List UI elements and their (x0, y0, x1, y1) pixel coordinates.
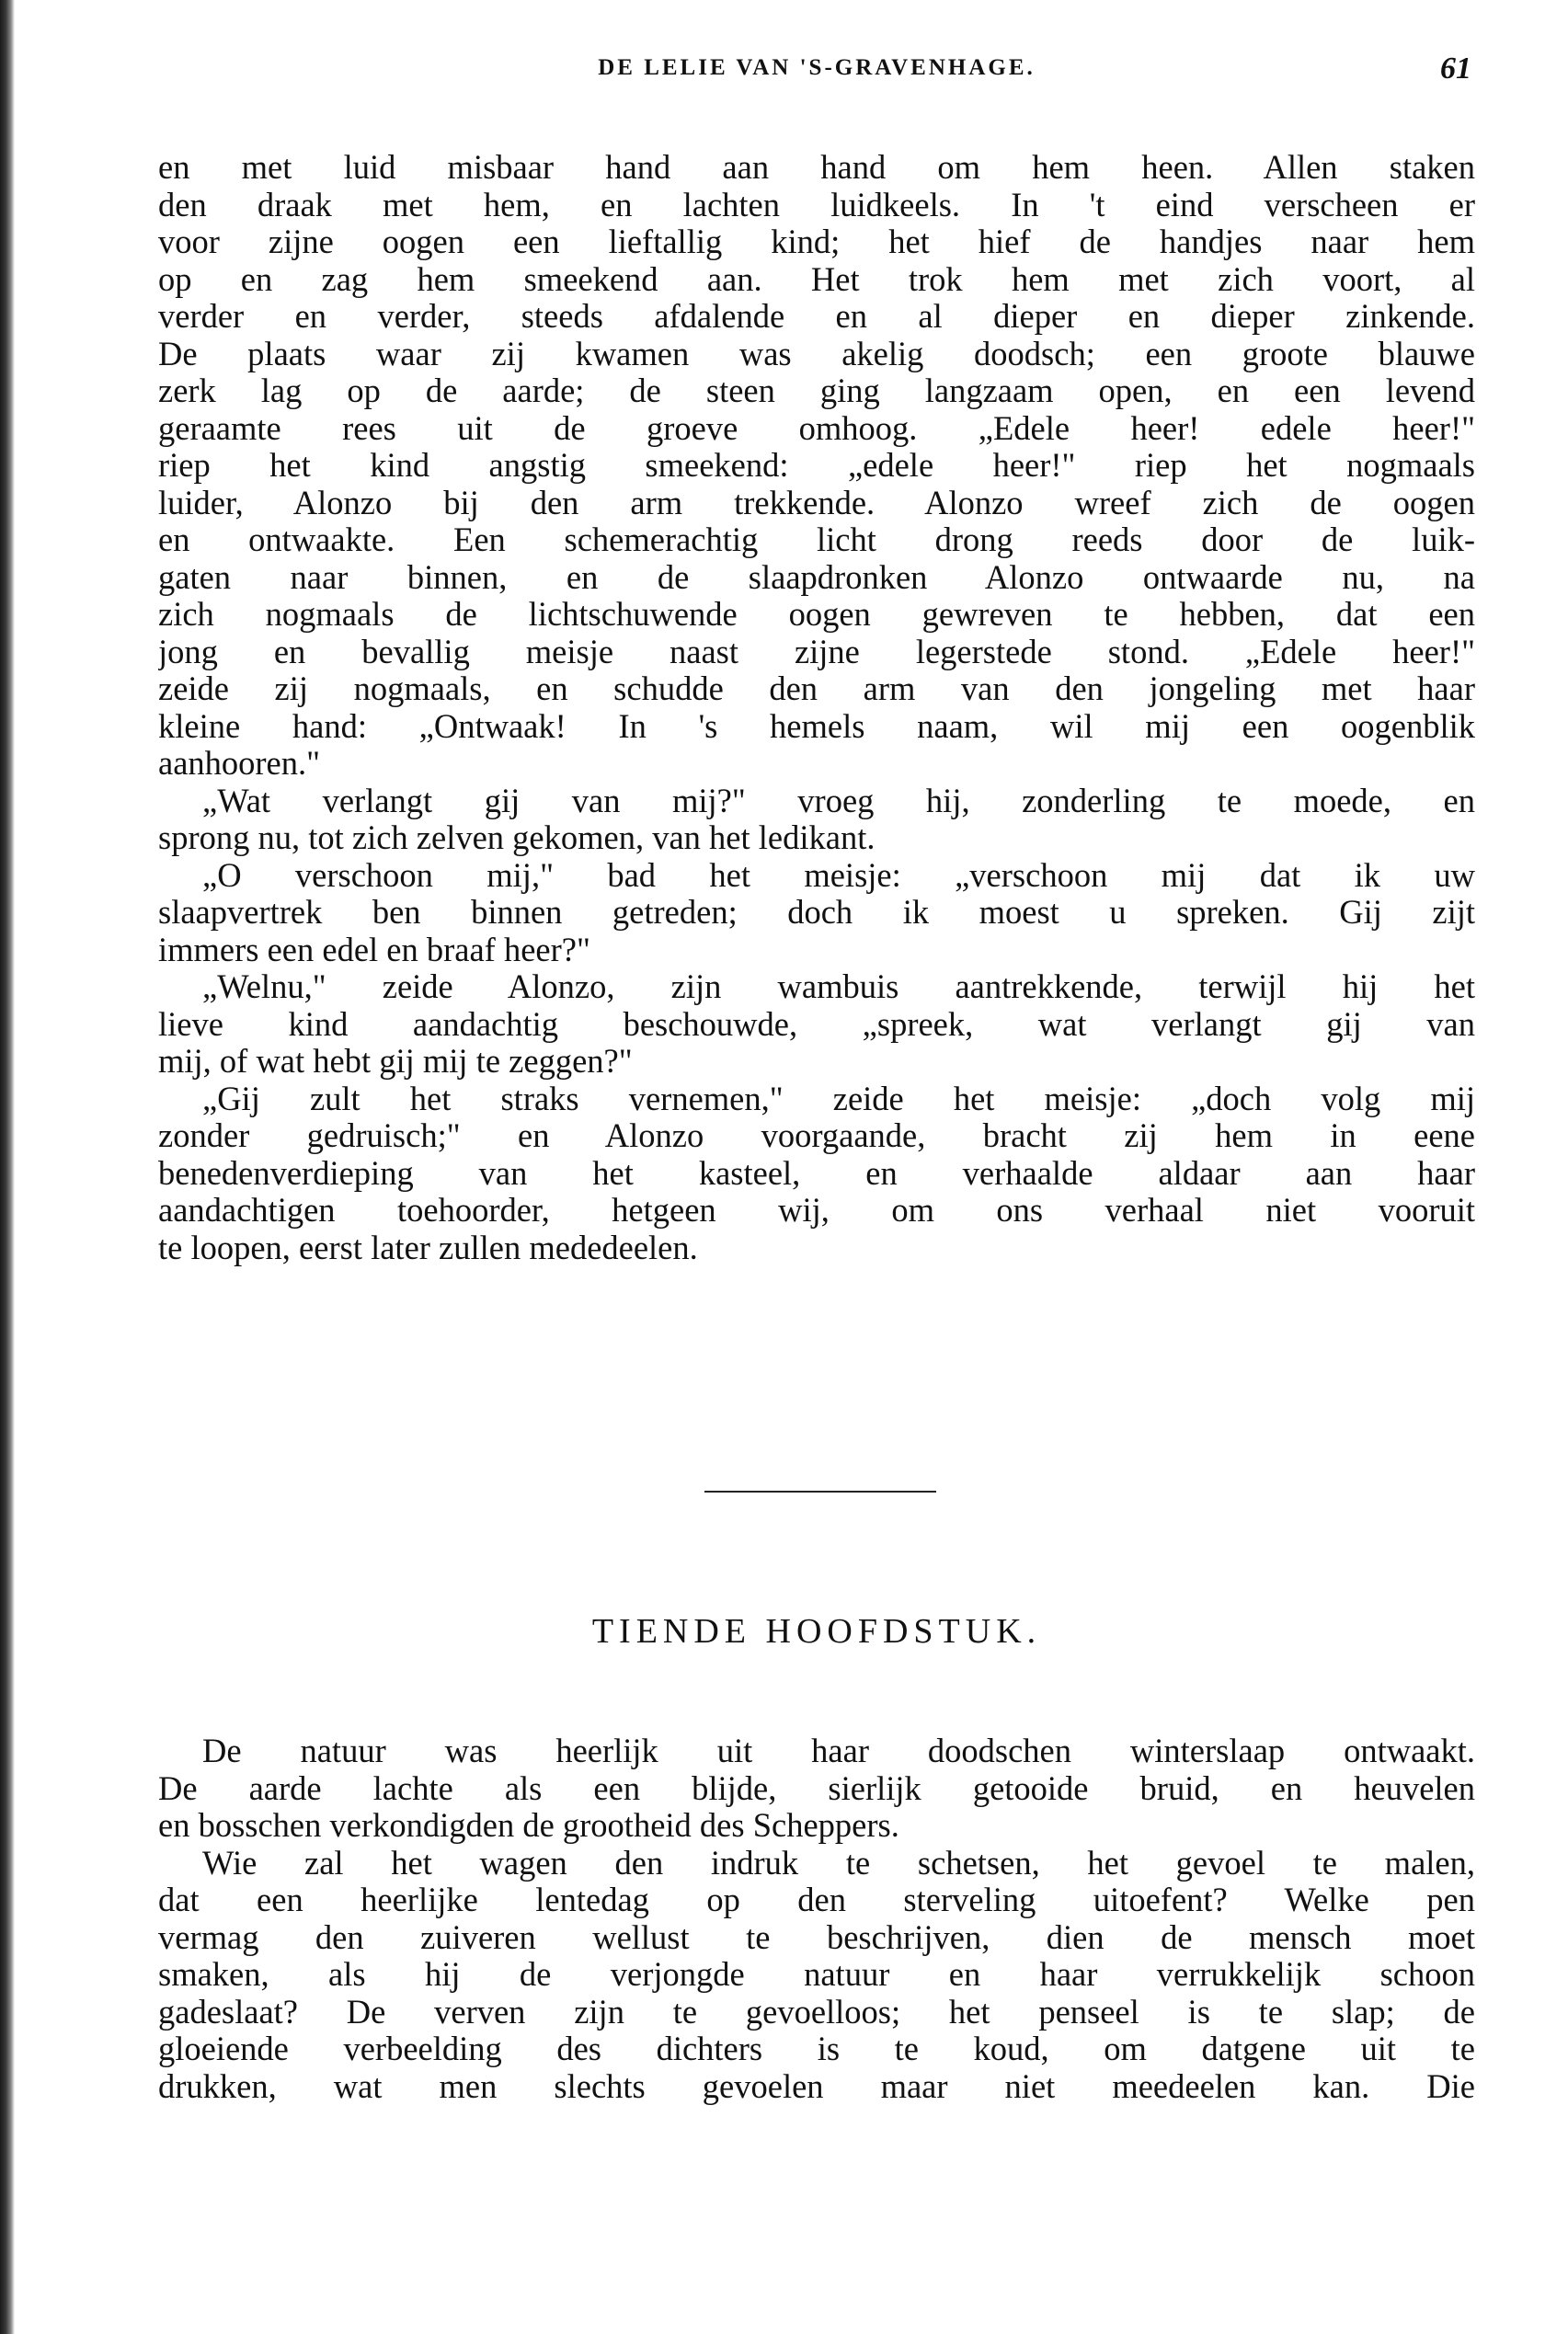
text-line: op en zag hem smeekend aan. Het trok hem met zich voort, al (158, 260, 1475, 298)
text-line: en met luid misbaar hand aan hand om hem heen. Allen staken (158, 149, 1475, 186)
text-line: zonder gedruisch;" en Alonzo voorgaande, bracht zij hem in eene (158, 1117, 1475, 1154)
text-line: geraamte rees uit de groeve omhoog. „Edele heer! edele heer!" (158, 409, 1475, 447)
section-divider (704, 1491, 936, 1493)
chapter-title: TIENDE HOOFDSTUK. (591, 1612, 1042, 1651)
text-line: zerk lag op de aarde; de steen ging langzaam open, en een levend (158, 372, 1475, 409)
text-line: jong en bevallig meisje naast zijne legerstede stond. „Edele heer!" (158, 633, 1475, 670)
text-line: dat een heerlijke lentedag op den sterveling uitoefent? Welke pen (158, 1882, 1475, 1918)
text-line: De natuur was heerlijk uit haar doodschen winterslaap ontwaakt. (202, 1733, 1475, 1769)
text-line: den draak met hem, en lachten luidkeels. In 't eind verscheen er (158, 186, 1475, 223)
text-line: Wie zal het wagen den indruk te schetsen, het gevoel te malen, (202, 1844, 1475, 1882)
text-line: „Gij zult het straks vernemen," zeide het meisje: „doch volg mij (202, 1080, 1475, 1117)
chapter-text (158, 1733, 1475, 2105)
text-line: immers een edel en braaf heer?" (158, 931, 590, 968)
text-line: „Wat verlangt gij van mij?" vroeg hij, zonderling te moede, en (202, 782, 1475, 819)
text-line: voor zijne oogen een lieftallig kind; het hief de handjes naar hem (158, 223, 1475, 260)
text-line: en ontwaakte. Een schemerachtig licht drong reeds door de luik- (158, 521, 1475, 558)
text-line: gadeslaat? De verven zijn te gevoelloos; het penseel is te slap; de (158, 1993, 1475, 2031)
body-text (158, 149, 1475, 1266)
text-line: luider, Alonzo bij den arm trekkende. Alonzo wreef zich de oogen (158, 484, 1475, 521)
text-line: te loopen, eerst later zullen mededeelen. (158, 1229, 698, 1266)
text-line: riep het kind angstig smeekend: „edele heer!" riep het nogmaals (158, 447, 1475, 484)
text-line: gaten naar binnen, en de slaapdronken Alonzo ontwaarde nu, na (158, 558, 1475, 596)
text-line: „Welnu," zeide Alonzo, zijn wambuis aantrekkende, terwijl hij het (202, 968, 1475, 1005)
text-line: drukken, wat men slechts gevoelen maar niet meedeelen kan. Die (158, 2067, 1475, 2105)
text-line: slaapvertrek ben binnen getreden; doch ik moest u spreken. Gij zijt (158, 894, 1475, 931)
text-line: aanhooren." (158, 745, 321, 782)
text-line: sprong nu, tot zich zelven gekomen, van het ledikant. (158, 819, 876, 856)
text-line: mij, of wat hebt gij mij te zeggen?" (158, 1043, 633, 1080)
running-title: DE LELIE VAN 'S-GRAVENHAGE. (598, 55, 1036, 80)
text-line: benedenverdieping van het kasteel, en verhaalde aldaar aan haar (158, 1154, 1475, 1192)
page-number: 61 (1440, 51, 1471, 86)
binding-edge (0, 0, 15, 2334)
text-line: en bosschen verkondigden de grootheid des Scheppers. (158, 1807, 899, 1844)
text-line: gloeiende verbeelding des dichters is te koud, om datgene uit te (158, 2031, 1475, 2067)
text-line: smaken, als hij de verjongde natuur en haar verrukkelijk schoon (158, 1956, 1475, 1993)
text-line: zeide zij nogmaals, en schudde den arm van den jongeling met haar (158, 670, 1475, 707)
text-line: zich nogmaals de lichtschuwende oogen gewreven te hebben, dat een (158, 596, 1475, 633)
text-line: „O verschoon mij," bad het meisje: „verschoon mij dat ik uw (202, 856, 1475, 894)
text-line: lieve kind aandachtig beschouwde, „spreek, wat verlangt gij van (158, 1005, 1475, 1043)
text-line: kleine hand: „Ontwaak! In 's hemels naam, wil mij een oogenblik (158, 707, 1475, 745)
text-line: De plaats waar zij kwamen was akelig doodsch; een groote blauwe (158, 335, 1475, 372)
running-head (158, 51, 1475, 92)
text-line: vermag den zuiveren wellust te beschrijven, dien de mensch moet (158, 1918, 1475, 1956)
text-line: verder en verder, steeds afdalende en al dieper en dieper zinkende. (158, 298, 1475, 335)
text-line: aandachtigen toehoorder, hetgeen wij, om ons verhaal niet vooruit (158, 1192, 1475, 1229)
text-line: De aarde lachte als een blijde, sierlijk getooide bruid, en heuvelen (158, 1769, 1475, 1807)
